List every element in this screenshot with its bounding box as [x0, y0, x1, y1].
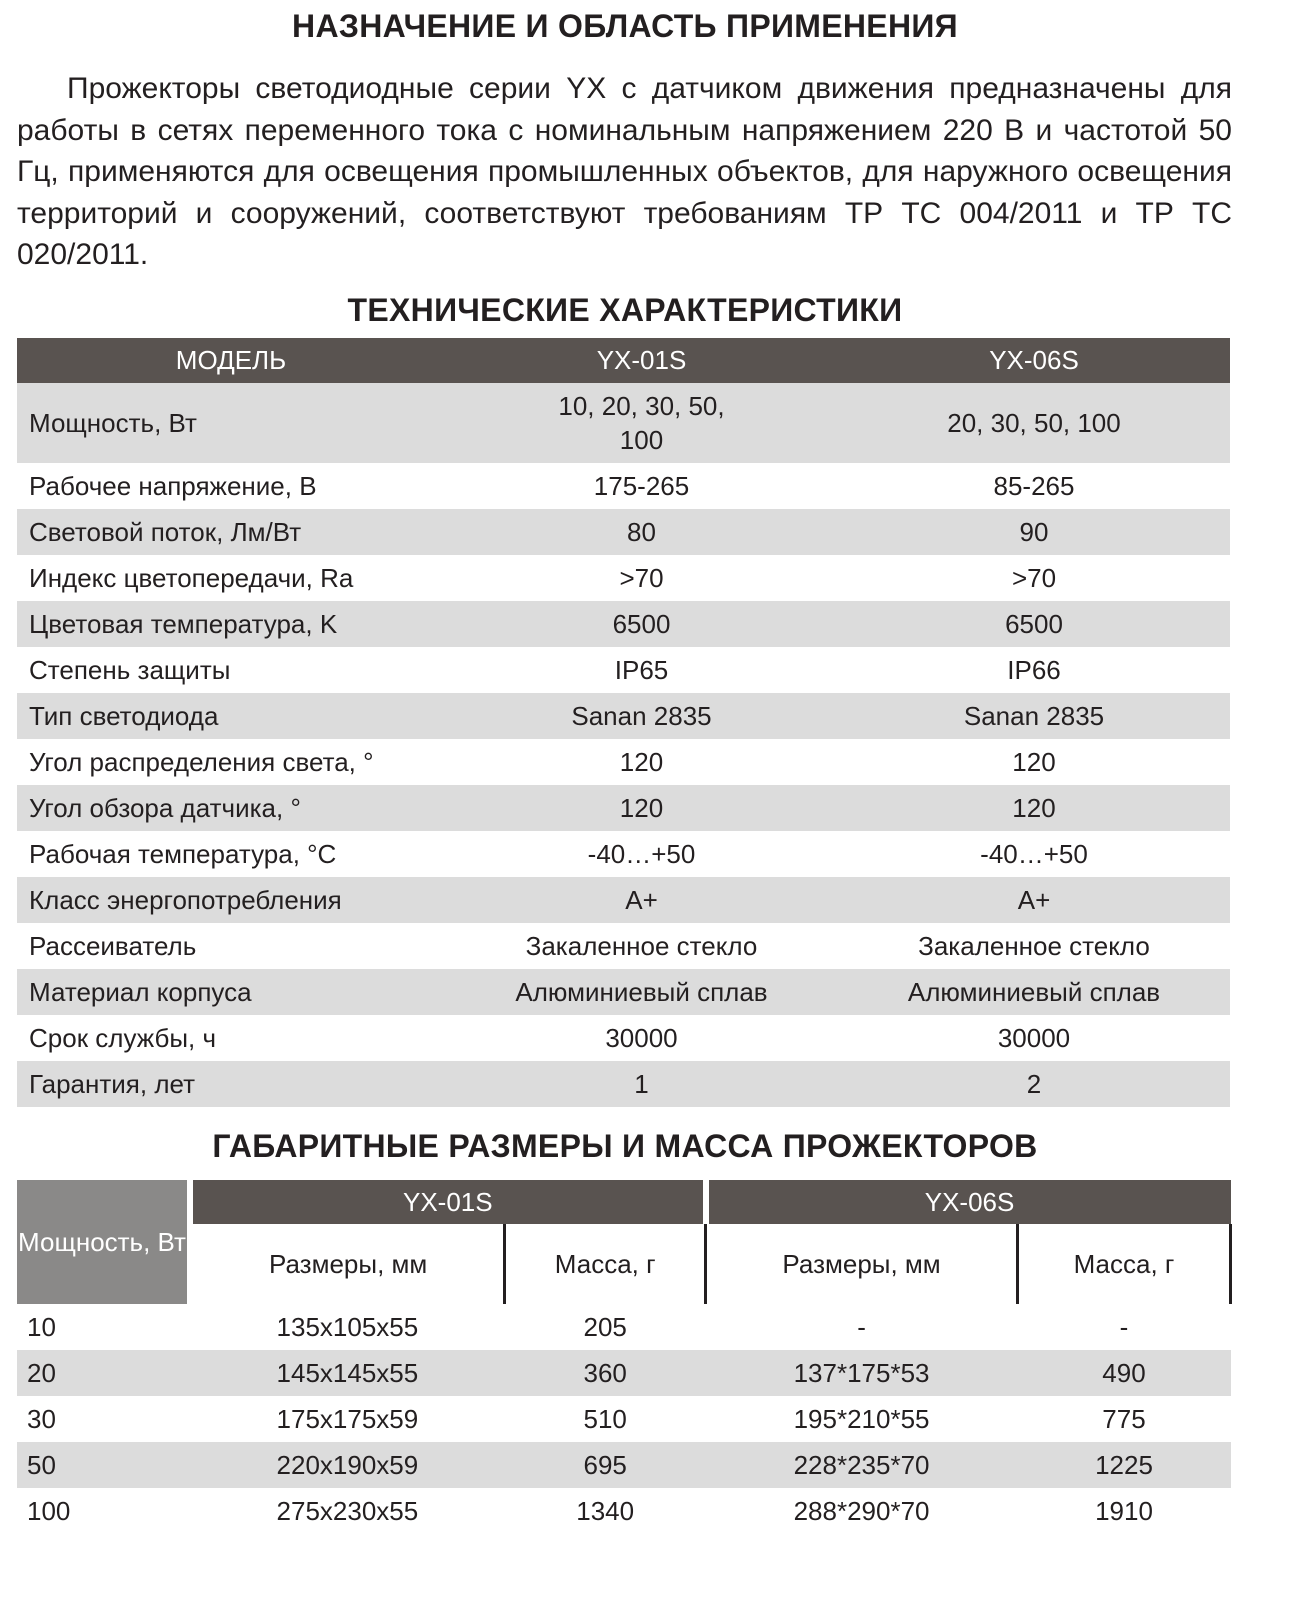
cell: 1910 — [1095, 1495, 1153, 1526]
value-cell: 120 — [445, 785, 838, 831]
table-row — [17, 1061, 1230, 1107]
value-cell: A+ — [445, 877, 838, 923]
cell: 1340 — [576, 1495, 635, 1526]
cell: 145x145x55 — [190, 1350, 505, 1396]
table-row — [17, 877, 1230, 923]
value-cell: 2 — [838, 1061, 1230, 1107]
table-row — [17, 1015, 1230, 1061]
value-cell: Алюминиевый сплав — [838, 969, 1230, 1015]
header-cell: YX-01S — [445, 338, 838, 383]
cell: 30 — [27, 1403, 56, 1434]
value-cell: 10, 20, 30, 50, 100 — [445, 383, 838, 463]
value-cell: IP65 — [614, 654, 669, 685]
label-cell: Материал корпуса — [17, 969, 445, 1015]
table-row — [17, 739, 1230, 785]
power-header: Мощность, Вт — [17, 1180, 190, 1304]
table-row — [17, 647, 1230, 693]
value-cell: Sanan 2835 — [838, 693, 1230, 739]
cell: - — [1119, 1311, 1129, 1342]
table-row — [17, 1350, 1231, 1396]
value-cell: Алюминиевый сплав — [445, 969, 838, 1015]
label-cell: Индекс цветопередачи, Ra — [29, 562, 354, 593]
cell: 205 — [583, 1311, 627, 1342]
value-cell: Закаленное стекло — [525, 930, 758, 961]
table-row — [17, 555, 1230, 601]
value-cell: 120 — [1012, 746, 1056, 777]
intro-paragraph: Прожекторы светодиодные серии YX с датчиком движения предназначены для работы в сетях переменного тока с номинальным напряжением 220 В и частотой 50 Гц, применяются для освещения промышленных объектов, для наружного освещения территорий и сооружений, соответствуют требованиям ТР ТС 004/2011 и ТР ТС 020/2011. — [17, 72, 1232, 271]
label-cell: Гарантия, лет — [17, 1061, 445, 1107]
value-cell: 85-265 — [993, 470, 1075, 501]
value-cell: -40…+50 — [587, 838, 696, 869]
label-cell: Угол обзора датчика, ° — [17, 785, 445, 831]
cell: 135x105x55 — [276, 1311, 419, 1342]
value-cell: A+ — [838, 877, 1230, 923]
table-row — [17, 785, 1230, 831]
table-row — [17, 601, 1230, 647]
section-title-purpose: НАЗНАЧЕНИЕ И ОБЛАСТЬ ПРИМЕНЕНИЯ — [292, 8, 958, 44]
table-row — [17, 1488, 1231, 1534]
label-cell: Степень защиты — [29, 654, 231, 685]
table-row — [17, 923, 1230, 969]
label-cell: Угол распределения света, ° — [29, 746, 374, 777]
sub-header: Размеры, мм — [190, 1224, 505, 1304]
label-cell: Рассеиватель — [29, 930, 197, 961]
table-row — [17, 1442, 1231, 1488]
model-header: YX-01S — [190, 1180, 706, 1224]
value-cell: IP66 — [1007, 654, 1061, 685]
value-cell: 1 — [445, 1061, 838, 1107]
value-cell: 6500 — [838, 601, 1230, 647]
cell: 100 — [27, 1495, 71, 1526]
section-title-specs: ТЕХНИЧЕСКИЕ ХАРАКТЕРИСТИКИ — [347, 292, 903, 328]
specs-header-row — [17, 338, 1230, 383]
label-cell: Мощность, Вт — [17, 383, 445, 463]
value-cell: 80 — [445, 509, 838, 555]
label-cell: Тип светодиода — [17, 693, 445, 739]
dimensions-table — [17, 1180, 1232, 1534]
value-cell: 120 — [619, 746, 664, 777]
cell: 20 — [17, 1350, 190, 1396]
label-cell: Световой поток, Лм/Вт — [17, 509, 445, 555]
cell: 288*290*70 — [793, 1495, 930, 1526]
value-cell: -40…+50 — [980, 838, 1088, 869]
value-cell: Sanan 2835 — [445, 693, 838, 739]
value-cell: 30000 — [997, 1022, 1071, 1053]
cell: 1225 — [1018, 1442, 1231, 1488]
cell: - — [857, 1311, 866, 1342]
cell: 195*210*55 — [793, 1403, 930, 1434]
value-cell: 6500 — [445, 601, 838, 647]
section-title-dimensions: ГАБАРИТНЫЕ РАЗМЕРЫ И МАССА ПРОЖЕКТОРОВ — [212, 1128, 1038, 1164]
value-cell: 120 — [838, 785, 1230, 831]
value-cell: 175-265 — [593, 470, 690, 501]
cell: 775 — [1102, 1403, 1146, 1434]
table-row — [17, 509, 1230, 555]
cell: 137*175*53 — [706, 1350, 1018, 1396]
label-cell: Срок службы, ч — [29, 1022, 217, 1053]
value-cell: Закаленное стекло — [918, 930, 1150, 961]
label-cell: Рабочая температура, °C — [29, 838, 337, 869]
cell: 50 — [17, 1442, 190, 1488]
value-cell: >70 — [619, 562, 664, 593]
value-cell: 20, 30, 50, 100 — [838, 383, 1230, 463]
label-cell: Рабочее напряжение, В — [29, 470, 317, 501]
cell: 695 — [505, 1442, 706, 1488]
cell: 220x190x59 — [190, 1442, 505, 1488]
table-row — [17, 1304, 1231, 1350]
cell: 228*235*70 — [706, 1442, 1018, 1488]
cell: 175x175x59 — [276, 1403, 419, 1434]
label-cell: Цветовая температура, K — [17, 601, 445, 647]
sub-header: Масса, г — [1018, 1224, 1231, 1304]
value-cell: 30000 — [605, 1022, 678, 1053]
cell: 275x230x55 — [276, 1495, 419, 1526]
model-header: YX-06S — [706, 1180, 1231, 1224]
table-row — [17, 969, 1230, 1015]
cell: 360 — [505, 1350, 706, 1396]
cell: 490 — [1018, 1350, 1231, 1396]
table-row — [17, 693, 1230, 739]
specs-table — [17, 338, 1230, 1107]
value-cell: 90 — [838, 509, 1230, 555]
sub-header: Размеры, мм — [706, 1224, 1018, 1304]
label-cell: Класс энергопотребления — [17, 877, 445, 923]
cell: 10 — [27, 1311, 56, 1342]
header-cell: МОДЕЛЬ — [17, 338, 445, 383]
table-row — [17, 831, 1230, 877]
cell: 510 — [583, 1403, 627, 1434]
header-cell: YX-06S — [838, 338, 1230, 383]
table-row — [17, 383, 1230, 463]
value-cell: >70 — [1011, 562, 1057, 593]
table-row — [17, 1396, 1231, 1442]
sub-header: Масса, г — [505, 1224, 706, 1304]
table-row — [17, 463, 1230, 509]
